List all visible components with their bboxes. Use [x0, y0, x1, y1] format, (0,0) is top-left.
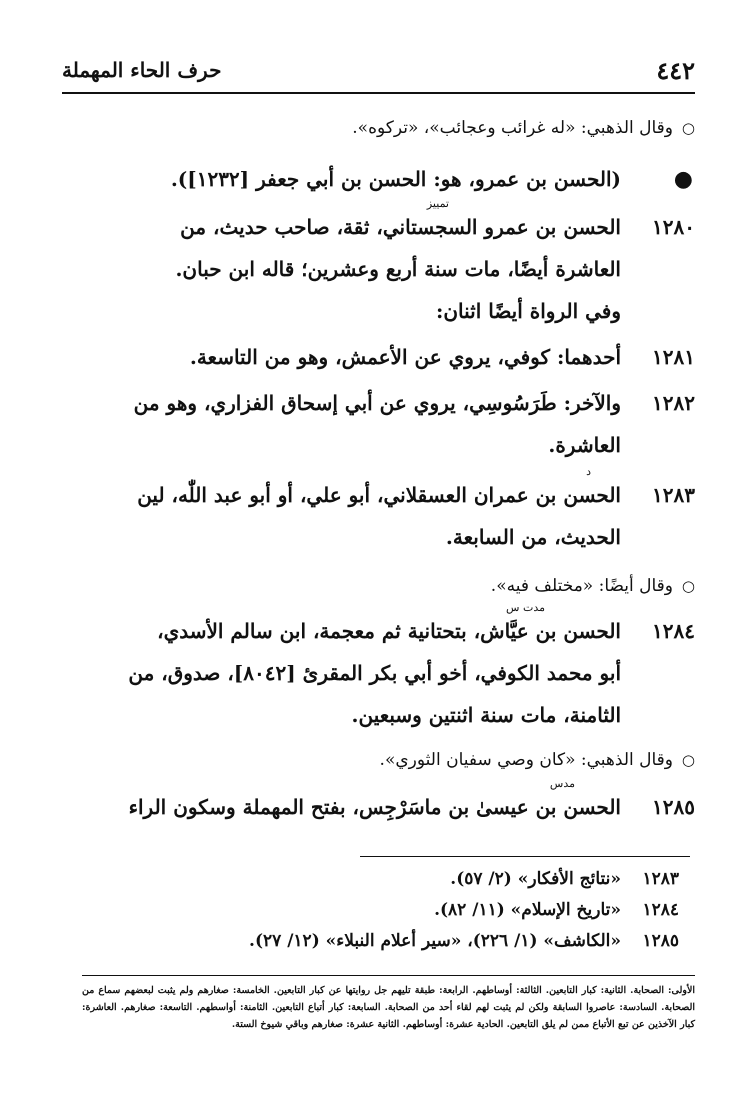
entry-text: العاشرة أيضًا، مات سنة أربع وعشرين؛ قاله ابن حبان. — [175, 257, 621, 281]
footnote-text: «الكاشف» (١/ ٢٢٦)، «سير أعلام النبلاء» (١٢/ ٢٧). — [249, 931, 621, 951]
header-divider — [62, 92, 695, 94]
narrator-name: الحسن — [563, 619, 621, 643]
narrator-name: والآخر — [570, 391, 621, 415]
entry-text: أبو محمد الكوفي، أخو أبي بكر المقرئ [٨٠٤٢]، صدوق، من — [128, 661, 621, 685]
entry-text: بن عيسىٰ بن ماسَرْجِس، بفتح المهملة وسكون الراء — [128, 795, 557, 819]
entry-text: بن عمرو السجستاني، ثقة، صاحب حديث، من — [180, 215, 557, 239]
note-dhahabi-2 — [74, 746, 695, 774]
entry-number: ١٢٨٠ — [652, 215, 695, 239]
rijal-code: تمييز — [426, 197, 449, 210]
entry-number: ١٢٨١ — [652, 345, 695, 369]
footnote-number: ١٢٨٤ — [642, 900, 679, 920]
footnote-text: «تاريخ الإسلام» (١١/ ٨٢). — [434, 900, 621, 920]
rijal-code: د — [586, 465, 591, 478]
footnote-number: ١٢٨٣ — [642, 869, 679, 889]
entry-text: العاشرة. — [548, 433, 621, 457]
note-text: وقال الذهبي: «كان وصي سفيان الثوري». — [379, 750, 673, 770]
entry-number: ١٢٨٥ — [652, 795, 695, 819]
entry-text: : طَرَسُوسِي، يروي عن أبي إسحاق الفزاري، وهو من — [133, 391, 571, 415]
footnote-text: «نتائج الأفكار» (٢/ ٥٧). — [450, 869, 621, 889]
entry-text: (الحسن بن عمرو، هو: الحسن بن أبي جعفر [١٢٣٢]). — [170, 167, 621, 191]
entry-text: الحديث، من السابعة. — [445, 525, 621, 549]
footnote-item — [74, 895, 679, 926]
entry-1280 — [74, 197, 695, 290]
entry-text: بن عمران العسقلاني، أبو علي، أو أبو عبد اللّٰه، لين — [137, 483, 557, 507]
circle-bullet-icon: ○ — [681, 119, 695, 137]
entry-number: ١٢٨٢ — [652, 391, 695, 415]
footnotes — [74, 864, 679, 957]
page-number: ٤٤٢ — [656, 55, 695, 85]
circle-bullet-icon: ○ — [681, 751, 695, 769]
entry-text: الثامنة، مات سنة اثنتين وسبعين. — [351, 703, 621, 727]
circle-bullet-icon: ○ — [681, 577, 695, 595]
footnote-item — [74, 926, 679, 957]
narrator-name: الحسن — [563, 215, 621, 239]
main-text — [74, 102, 695, 828]
rijal-code: مدت س — [506, 601, 545, 614]
entry-text: : كوفي، يروي عن الأعمش، وهو من التاسعة. — [189, 345, 565, 369]
page-header — [62, 52, 695, 88]
narrator-name: الحسن — [563, 795, 621, 819]
footnote-number: ١٢٨٥ — [642, 931, 679, 951]
entry-bullet — [74, 158, 695, 200]
note-dhahabi-1 — [74, 114, 695, 142]
tabaqat-legend: الأولى: الصحابة. الثانية: كبار التابعين. الثالثة: أوساطهم. الرابعة: طبقة تليهم جل روايتها عن كبار التابعين. الخامسة: صغارهم ولم يثبت لبعضهم سماع من الصحابة. السادسة: عاصروا السابقة ولكن لم يثبت لهم لقاء أحد من الصحابة. السابعة: كبار أتباع التابعين. الثامنة: أواسطهم. التاسعة: صغارهم. العاشرة: كبار الآخذين عن تبع الأتباع ممن لم يلق التابعين. الحادية عشرة: أوساطهم. الثانية عشرة: صغارهم وباقي شيوخ الستة. — [82, 985, 695, 1030]
entry-text: بن عيَّاش، بتحتانية ثم معجمة، ابن سالم الأسدي، — [157, 619, 557, 643]
narrators-heading: وفي الرواة أيضًا اثنان: — [435, 299, 621, 323]
rijal-code: مدس — [549, 777, 575, 790]
entry-number: ١٢٨٣ — [652, 483, 695, 507]
entry-1284 — [74, 601, 695, 736]
note-text: وقال أيضًا: «مختلف فيه». — [490, 576, 673, 596]
entry-1282 — [74, 382, 695, 466]
filled-bullet-icon: ● — [673, 166, 693, 192]
entry-1281 — [74, 336, 695, 378]
entry-1283 — [74, 465, 695, 558]
footnote-item — [74, 864, 679, 895]
legend-divider — [82, 975, 695, 976]
entry-number: ١٢٨٤ — [652, 619, 695, 643]
entry-1285 — [74, 777, 695, 828]
running-title: حرف الحاء المهملة — [62, 58, 222, 82]
narrator-name: أحدهما — [564, 345, 621, 369]
note-also — [74, 572, 695, 600]
note-text: وقال الذهبي: «له غرائب وعجائب»، «تركوه». — [352, 118, 673, 138]
footnote-divider — [360, 856, 690, 857]
narrator-name: الحسن — [563, 483, 621, 507]
